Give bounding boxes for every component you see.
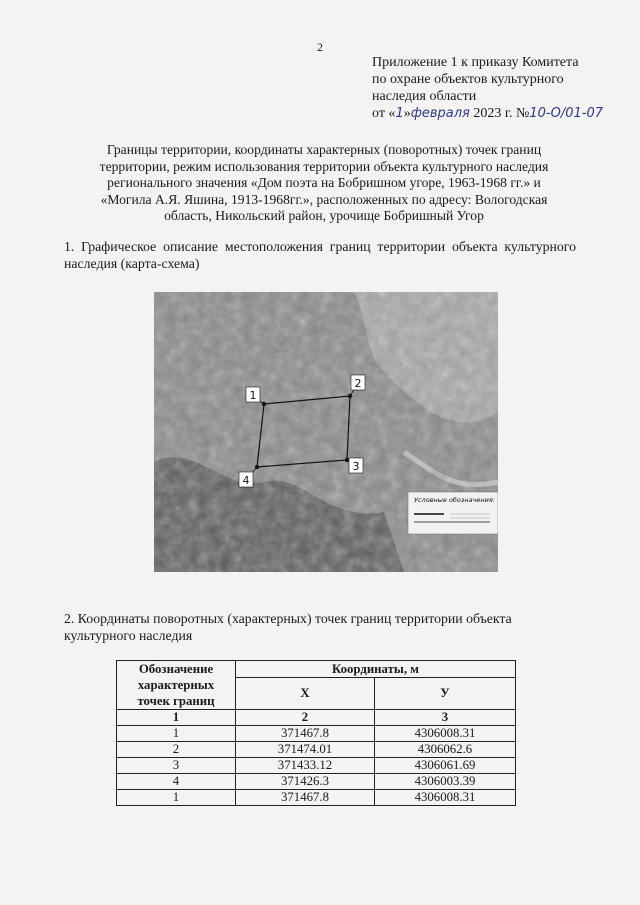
row-1-x: 371467.8 bbox=[236, 726, 375, 742]
index-cell-1: 1 bbox=[117, 710, 236, 726]
date-year: 2023 г. № bbox=[473, 106, 530, 121]
point-label-2 bbox=[351, 375, 365, 390]
page-number: 2 bbox=[317, 40, 323, 54]
heading-line-1: Границы территории, координаты характерных (поворотных) точек границ bbox=[106, 142, 542, 157]
date-month: февраля bbox=[410, 106, 470, 121]
header-x: X bbox=[236, 678, 375, 710]
row-5-point: 1 bbox=[117, 790, 236, 806]
coordinates-table bbox=[116, 660, 516, 806]
table-row bbox=[117, 790, 516, 806]
point-label-1 bbox=[246, 387, 260, 402]
index-cell-2: 2 bbox=[236, 710, 375, 726]
row-3-x: 371433.12 bbox=[236, 758, 375, 774]
section-2-title: 2. Координаты поворотных (характерных) точек границ территории объекта культурного наследия bbox=[64, 611, 512, 643]
point-label-4 bbox=[239, 472, 253, 487]
row-2-x: 371474.01 bbox=[236, 742, 375, 758]
map-legend bbox=[408, 492, 498, 534]
table-row bbox=[117, 774, 516, 790]
table-index-row bbox=[117, 710, 516, 726]
table-row bbox=[117, 726, 516, 742]
appendix-date-line bbox=[372, 105, 632, 122]
point-label-4-text: 4 bbox=[242, 474, 250, 487]
appendix-line-3: наследия области bbox=[372, 89, 477, 104]
row-5-x: 371467.8 bbox=[236, 790, 375, 806]
document-heading bbox=[64, 142, 584, 225]
row-1-point: 1 bbox=[117, 726, 236, 742]
row-3-y: 4306061.69 bbox=[375, 758, 516, 774]
heading-line-4: «Могила А.Я. Яшина, 1913-1968гг.», расположенных по адресу: Вологодская bbox=[100, 191, 548, 207]
row-2-point: 2 bbox=[117, 742, 236, 758]
date-day: 1 bbox=[395, 106, 404, 121]
header-point-designation: Обозначение характерных точек границ bbox=[117, 661, 236, 710]
row-4-y: 4306003.39 bbox=[375, 774, 516, 790]
index-cell-3: 3 bbox=[375, 710, 516, 726]
heading-line-2: территории, режим использования территории объекта культурного наследия bbox=[99, 158, 549, 174]
point-label-2-text: 2 bbox=[354, 377, 362, 390]
table-row bbox=[117, 742, 516, 758]
site-map bbox=[154, 292, 498, 572]
row-5-y: 4306008.31 bbox=[375, 790, 516, 806]
row-2-y: 4306062.6 bbox=[375, 742, 516, 758]
appendix-line-1: Приложение 1 к приказу Комитета bbox=[372, 55, 579, 70]
header-y: У bbox=[375, 678, 516, 710]
table-header-row-1 bbox=[117, 661, 516, 678]
heading-line-3: регионального значения «Дом поэта на Бобришном угоре, 1963-1968 гг.» и bbox=[107, 175, 541, 190]
appendix-block bbox=[372, 54, 632, 122]
header-coordinates: Координаты, м bbox=[236, 661, 516, 678]
table-row bbox=[117, 758, 516, 774]
point-label-3 bbox=[349, 458, 363, 473]
date-prefix: от « bbox=[372, 106, 396, 121]
row-3-point: 3 bbox=[117, 758, 236, 774]
row-4-point: 4 bbox=[117, 774, 236, 790]
date-number: 10-О/01-07 bbox=[529, 106, 603, 121]
point-label-3-text: 3 bbox=[352, 460, 360, 473]
appendix-line-2: по охране объектов культурного bbox=[372, 72, 564, 87]
legend-title: Условные обозначения: bbox=[414, 496, 496, 504]
point-label-1-text: 1 bbox=[249, 389, 257, 402]
row-4-x: 371426.3 bbox=[236, 774, 375, 790]
heading-line-5: область, Никольский район, урочище Бобришный Угор bbox=[164, 208, 484, 223]
date-mid: » bbox=[403, 106, 411, 121]
section-1-title: 1. Графическое описание местоположения границ территории объекта культурного наследия (карта-схема) bbox=[64, 239, 576, 271]
row-1-y: 4306008.31 bbox=[375, 726, 516, 742]
